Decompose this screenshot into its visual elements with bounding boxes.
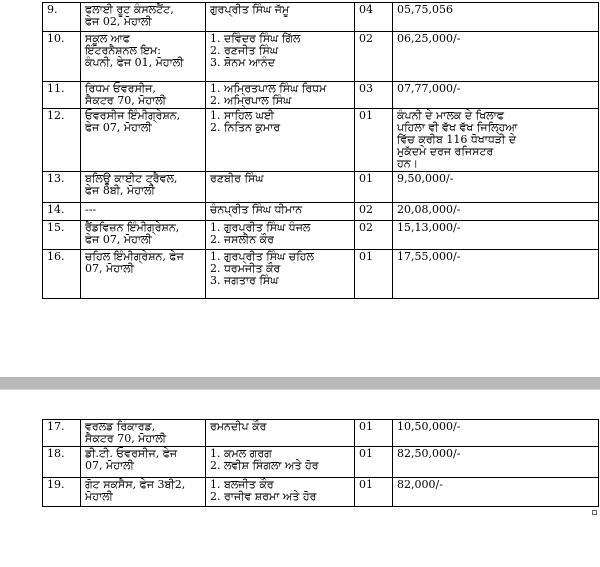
- accused-persons-cell: [206, 420, 355, 447]
- accused-persons-cell: [206, 478, 355, 507]
- accused-persons-cell-line: 1. ਗੁਰਪ੍ਰੀਤ ਸਿੰਘ ਚਹਿਲ: [210, 250, 314, 263]
- company-name-cell-line: ਫੇਜ 07, ਮੋਹਾਲੀ: [85, 233, 152, 246]
- case-count-cell: 03: [355, 82, 393, 109]
- serial-number-cell: 10.: [43, 32, 81, 82]
- table-row: [43, 221, 599, 250]
- case-count-cell: 01: [355, 109, 393, 172]
- amount-cell: [393, 3, 599, 32]
- accused-persons-cell: [206, 3, 355, 32]
- amount-cell-line: ਵਿੱਚ ਕਰੀਬ 116 ਧੋਖਾਧੜੀ ਦੇ: [397, 133, 517, 146]
- company-name-cell: [81, 32, 206, 82]
- company-name-cell: [81, 3, 206, 32]
- company-name-cell: [81, 82, 206, 109]
- company-name-cell-line: ਫਲਾਈ ਰੂਟ ਕੰਸਲਟੈਂਟ,: [85, 3, 174, 16]
- case-count-cell: 02: [355, 221, 393, 250]
- serial-number-cell: 11.: [43, 82, 81, 109]
- amount-cell: [393, 109, 599, 172]
- company-name-cell: [81, 250, 206, 299]
- fraud-cases-table-bottom: [42, 419, 599, 507]
- company-name-cell-line: ਸੈਕਟਰ 70, ਮੋਹਾਲੀ: [85, 432, 167, 445]
- amount-cell: [393, 447, 599, 478]
- company-name-cell-line: ਗੋਟ ਸਕਸੈਸ, ਫੇਜ 3ਬੀ2,: [85, 478, 186, 491]
- amount-cell-line: ਮੁਕੱਦਮੇ ਦਰਜ ਰਜਿਸਟਰ: [397, 145, 494, 158]
- company-name-cell-line: ਕੰਪਨੀ, ਫੇਜ 01, ਮੋਹਾਲੀ: [85, 56, 184, 69]
- amount-cell: [393, 250, 599, 299]
- company-name-cell-line: ਫੇਜ 8ਬੀ, ਮੋਹਾਲੀ: [85, 184, 155, 197]
- accused-persons-cell-line: ਚੰਨਪ੍ਰੀਤ ਸਿੰਘ ਧੀਮਾਨ: [210, 203, 303, 216]
- accused-persons-cell-line: ਰਣਬੀਰ ਸਿੰਘ: [210, 172, 264, 185]
- table-row: [43, 447, 599, 478]
- serial-number-cell: 18.: [43, 447, 81, 478]
- accused-persons-cell-line: 3. ਸ਼ੋਨਮ ਆਨੰਦ: [210, 56, 276, 69]
- table-row: [43, 250, 599, 299]
- accused-persons-cell: [206, 82, 355, 109]
- case-count-cell: 01: [355, 250, 393, 299]
- case-count-cell: 01: [355, 172, 393, 203]
- accused-persons-cell: [206, 203, 355, 221]
- accused-persons-cell-line: 1. ਬਲਜੀਤ ਕੌਰ: [210, 478, 274, 491]
- company-name-cell-line: ਫੇਜ 07, ਮੋਹਾਲੀ: [85, 121, 152, 134]
- company-name-cell-line: ਮੋਹਾਲੀ: [85, 490, 113, 503]
- company-name-cell-line: ਰੈਂਡਵਿਜ਼ਨ ਇੰਮੀਗ੍ਰੇਸ਼ਨ,: [85, 221, 180, 234]
- serial-number-cell: 19.: [43, 478, 81, 507]
- company-name-cell: [81, 109, 206, 172]
- accused-persons-cell-line: 2. ਧਰਮਜੀਤ ਕੌਰ: [210, 262, 281, 275]
- serial-number-cell: 17.: [43, 420, 81, 447]
- company-name-cell: [81, 221, 206, 250]
- amount-cell: [393, 172, 599, 203]
- amount-cell-line: 10,50,000/-: [397, 420, 461, 433]
- accused-persons-cell-line: 2. ਰਣਜੀਤ ਸਿੰਘ: [210, 44, 279, 57]
- amount-cell-line: 20,08,000/-: [397, 203, 461, 216]
- case-count-cell: 02: [355, 203, 393, 221]
- accused-persons-cell-line: 1. ਸਾਹਿਲ ਘਈ: [210, 109, 275, 122]
- serial-number-cell: 14.: [43, 203, 81, 221]
- case-count-cell: 02: [355, 32, 393, 82]
- company-name-cell-line: 07, ਮੋਹਾਲੀ: [85, 262, 134, 275]
- company-name-cell-line: ਵਰਲਡ ਰਿਕਾਰਡ,: [85, 420, 156, 433]
- amount-cell-line: ਹਨ।: [397, 157, 419, 170]
- company-name-cell: [81, 478, 206, 507]
- table-row: [43, 172, 599, 203]
- accused-persons-cell-line: 2. ਨਿਤਿਨ ਕੁਮਾਰ: [210, 121, 281, 134]
- case-count-cell: 01: [355, 478, 393, 507]
- accused-persons-cell-line: 1. ਗੁਰਪ੍ਰੀਤ ਸਿੰਘ ਧੰਜਲ: [210, 221, 311, 234]
- amount-cell: [393, 82, 599, 109]
- accused-persons-cell-line: 2. ਜਸਲੀਨ ਕੌਰ: [210, 233, 274, 246]
- amount-cell-line: 15,13,000/-: [397, 221, 461, 234]
- table-row: [43, 3, 599, 32]
- table-row: [43, 203, 599, 221]
- company-name-cell: [81, 172, 206, 203]
- company-name-cell-line: ਸੈਕਟਰ 70, ਮੋਹਾਲੀ: [85, 94, 167, 107]
- accused-persons-cell-line: 1. ਦਵਿੰਦਰ ਸਿੰਘ ਗਿੱਲ: [210, 32, 301, 45]
- amount-cell: [393, 221, 599, 250]
- amount-cell: [393, 32, 599, 82]
- accused-persons-cell: [206, 32, 355, 82]
- company-name-cell: [81, 203, 206, 221]
- amount-cell: [393, 420, 599, 447]
- table-row: [43, 478, 599, 507]
- serial-number-cell: 15.: [43, 221, 81, 250]
- table-row: [43, 109, 599, 172]
- accused-persons-cell-line: 2. ਅਮ੍ਰਿਪਾਲ ਸਿੰਘ: [210, 94, 292, 107]
- company-name-cell-line: ਓਵਰਸੀਜ ਇੰਮੀਗ੍ਰੇਸ਼ਨ,: [85, 109, 181, 122]
- serial-number-cell: 9.: [43, 3, 81, 32]
- amount-cell-line: 82,000/-: [397, 478, 443, 491]
- case-count-cell: 04: [355, 3, 393, 32]
- accused-persons-cell-line: 2. ਰਾਜੀਵ ਸ਼ਰਮਾ ਅਤੇ ਹੋਰ: [210, 490, 317, 503]
- case-count-cell: 01: [355, 420, 393, 447]
- serial-number-cell: 13.: [43, 172, 81, 203]
- company-name-cell-line: ਸਕੂਲ ਆਫ: [85, 32, 130, 45]
- page-break-band: [0, 377, 600, 389]
- amount-cell: [393, 478, 599, 507]
- accused-persons-cell: [206, 250, 355, 299]
- amount-cell-line: 17,55,000/-: [397, 250, 461, 263]
- company-name-cell-line: ਡੀ.ਟੀ. ਓਵਰਸੀਜ, ਫੇਜ: [85, 447, 178, 460]
- amount-cell: [393, 203, 599, 221]
- accused-persons-cell-line: 1. ਕਮਲ ਗਰਗ: [210, 447, 272, 460]
- fraud-cases-table-top: [42, 2, 599, 299]
- accused-persons-cell: [206, 172, 355, 203]
- amount-cell-line: 05,75,056: [397, 3, 453, 16]
- company-name-cell-line: ਚਹਿਲ ਇੰਮੀਗ੍ਰੇਸ਼ਨ, ਫੇਜ: [85, 250, 184, 263]
- accused-persons-cell: [206, 109, 355, 172]
- company-name-cell-line: 07, ਮੋਹਾਲੀ: [85, 459, 134, 472]
- table-resize-handle[interactable]: [592, 510, 597, 515]
- table-row: [43, 32, 599, 82]
- accused-persons-cell-line: 2. ਲਵੀਸ਼ ਸਿੰਗਲਾ ਅਤੇ ਹੋਰ: [210, 459, 319, 472]
- company-name-cell-line: ਬਲਿਊ ਕਾਈਟ ਟ੍ਰੈਵਲ,: [85, 172, 178, 185]
- amount-cell-line: 9,50,000/-: [397, 172, 454, 185]
- company-name-cell: [81, 447, 206, 478]
- accused-persons-cell-line: ਰਮਨਦੀਪ ਕੌਰ: [210, 420, 267, 433]
- serial-number-cell: 16.: [43, 250, 81, 299]
- accused-persons-cell: [206, 447, 355, 478]
- amount-cell-line: ਪਹਿਲਾ ਵੀ ਵੱਖ ਵੱਖ ਜਿਲ੍ਹਿਆ: [397, 121, 518, 134]
- company-name-cell: [81, 420, 206, 447]
- amount-cell-line: 82,50,000/-: [397, 447, 461, 460]
- accused-persons-cell-line: ਗੁਰਪ੍ਰੀਤ ਸਿੰਘ ਜੱਮੂ: [210, 3, 290, 16]
- accused-persons-cell: [206, 221, 355, 250]
- company-name-cell-line: ਇੰਟਰਨੈਸ਼ਨਲ ਇਮ:: [85, 44, 161, 57]
- table-row: [43, 420, 599, 447]
- company-name-cell-line: ਫੇਜ 02, ਮੋਹਾਲੀ: [85, 15, 152, 28]
- accused-persons-cell-line: 3. ਜਗਤਾਰ ਸਿੰਘ: [210, 274, 279, 287]
- serial-number-cell: 12.: [43, 109, 81, 172]
- table-row: [43, 82, 599, 109]
- amount-cell-line: ਕੰਪਨੀ ਦੇ ਮਾਲਕ ਦੇ ਖਿਲਾਫ: [397, 109, 504, 122]
- amount-cell-line: 06,25,000/-: [397, 32, 461, 45]
- company-name-cell-line: ---: [85, 203, 97, 216]
- case-count-cell: 01: [355, 447, 393, 478]
- company-name-cell-line: ਰਿਧਮ ਓਵਰਸੀਜ,: [85, 82, 156, 95]
- amount-cell-line: 07,77,000/-: [397, 82, 461, 95]
- accused-persons-cell-line: 1. ਅਮ੍ਰਿਤਪਾਲ ਸਿੰਘ ਰਿਧਮ: [210, 82, 327, 95]
- page-break-line: [0, 389, 600, 390]
